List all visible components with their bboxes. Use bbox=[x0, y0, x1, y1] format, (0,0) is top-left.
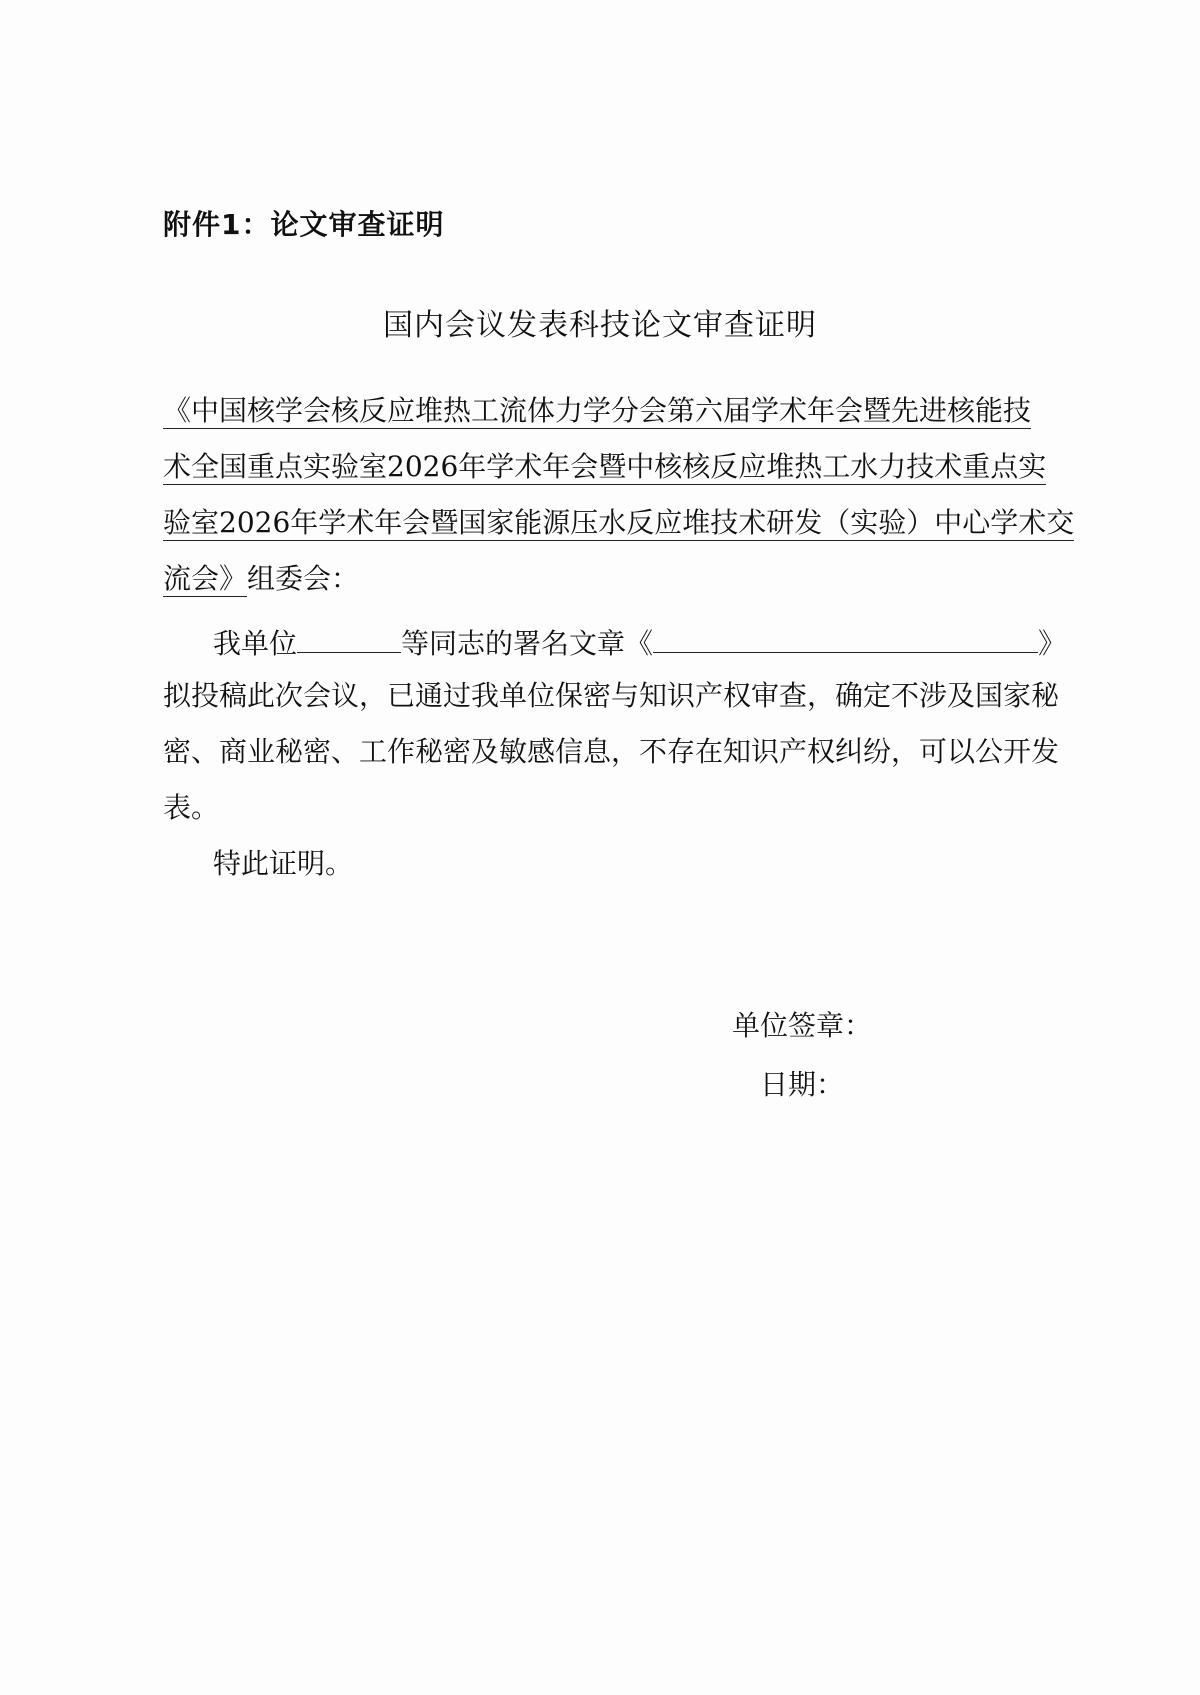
body-middle: 等同志的署名文章《 bbox=[401, 627, 654, 660]
conference-name-part-4: 流会》 bbox=[163, 562, 248, 595]
body-close-quote: 》 bbox=[1038, 627, 1067, 660]
addressee-line-1 bbox=[163, 393, 1031, 429]
addressee-suffix: 组委会： bbox=[247, 562, 360, 595]
attachment-heading: 附件1：论文审查证明 bbox=[163, 208, 445, 241]
unit-seal-label: 单位签章： bbox=[732, 1009, 873, 1042]
article-title-blank-field[interactable] bbox=[653, 622, 1038, 653]
body-line-2: 拟投稿此次会议，已通过我单位保密与知识产权审查，确定不涉及国家秘 bbox=[163, 679, 1060, 712]
addressee-line-3 bbox=[163, 505, 1074, 541]
body-first-line bbox=[213, 622, 1066, 658]
authors-blank-field[interactable] bbox=[297, 622, 401, 653]
conference-name-part-2: 术全国重点实验室2026年学术年会暨中核核反应堆热工水力技术重点实 bbox=[163, 450, 1047, 483]
addressee-line-4 bbox=[163, 561, 359, 597]
conference-name-part-1: 《中国核学会核反应堆热工流体力学分会第六届学术年会暨先进核能技 bbox=[163, 394, 1032, 427]
addressee-line-2 bbox=[163, 449, 1046, 485]
closing-statement: 特此证明。 bbox=[213, 847, 354, 880]
date-label: 日期： bbox=[760, 1068, 845, 1101]
document-title: 国内会议发表科技论文审查证明 bbox=[383, 308, 817, 343]
body-prefix: 我单位 bbox=[213, 627, 298, 660]
body-line-3: 密、商业秘密、工作秘密及敏感信息，不存在知识产权纠纷，可以公开发 bbox=[163, 735, 1060, 768]
body-line-4: 表。 bbox=[163, 791, 220, 824]
conference-name-part-3: 验室2026年学术年会暨国家能源压水反应堆技术研发（实验）中心学术交 bbox=[163, 506, 1075, 539]
